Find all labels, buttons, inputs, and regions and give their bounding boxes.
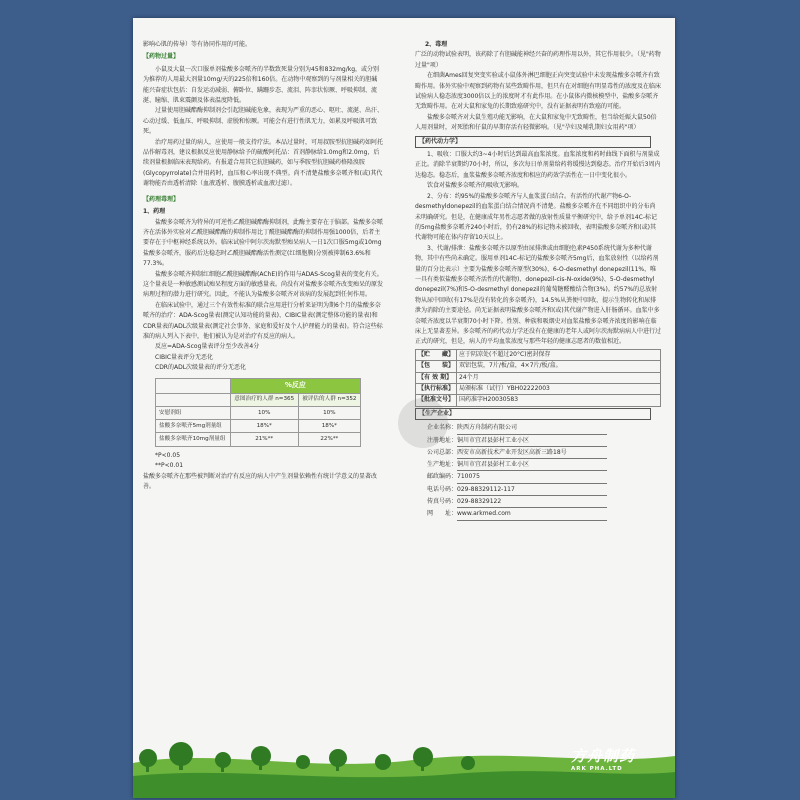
manufacturer-contact	[427, 422, 661, 520]
contact-row: 企业名称：陕西方舟制药有限公司	[427, 422, 661, 434]
pk-heading: 【药代动力学】	[415, 136, 651, 148]
left-column	[143, 40, 383, 492]
contact-row: 电话号码：029-88329112-117	[427, 484, 661, 496]
table-header-evaluated: 被评估的人群 n=352	[298, 393, 360, 406]
tox-p3: 盐酸多奈哌齐对大鼠生殖功能无影响，在大鼠和家兔中无致畸性，但当给妊娠大鼠50倍人用剂量时，对死胎和仔鼠的早期存活有轻微影响。（见"孕妇及哺乳期妇女用药"项）	[415, 113, 657, 132]
contact-row: 网 址：www.arkmed.com	[427, 508, 661, 520]
closing-paragraph: 盐酸多奈哌齐在那些被判断对治疗有反应的病人中产生剂量依赖性有统计学意义的显著改善。	[143, 472, 378, 491]
note-p01: **P<0.01	[155, 462, 184, 470]
info-row-expiry: 【有 效 期】 24个月	[416, 372, 661, 383]
pharm-subheading: 1、药理	[143, 208, 166, 216]
right-column	[415, 40, 661, 521]
efficacy-table	[155, 378, 361, 447]
pharm-p3: 在临床试验中，通过三个有效性标准的联合应用进行分析来证明为期6个月的盐酸多奈哌齐的治疗：ADA-Scog量表(测定认知功能的量表)、CIBIC量表(测定整体功能的量表)和CDR量表的ADL次级量表(测定社会事务、家庭和爱好及个人护理能力的量表)。符合这些标准的病人列入下表中，他们被认为是对治疗有反应的病人。	[143, 301, 383, 340]
contact-row: 传真号码：029-88329122	[427, 496, 661, 508]
tox-p1: 广泛的动物试验表明，该药除了有胆碱能神经兴奋的药理作用以外，其它作用很少。（见"药物过量"项）	[415, 51, 661, 69]
maker-heading: 【生产企业】	[415, 408, 651, 420]
overdose-p3: 治疗用药过量的病人，应使用一般支持疗法。本品过量时，可用叔胺型抗胆碱药如阿托品作解毒剂，建议根据反应使用静脉给予的硫酸阿托品：首剂静脉给1.0mg和2.0mg，后续剂量根据临床表现给药。有报道合用其它抗胆碱药，如与季胺型抗胆碱药格隆溴胺(Glycopyrrolate)合并用药时，血压和心率出现不典型。尚不清楚盐酸多奈哌齐和(或)其代谢物能否由透析清除（血液透析、腹膜透析或血液过滤）。	[143, 138, 384, 188]
note-p05: *P<0.05	[155, 451, 181, 459]
table-row: 盐酸多奈哌齐5mg剂量组 18%* 18%*	[156, 420, 361, 433]
table-row: 安慰剂组 10% 10%	[156, 406, 361, 419]
table-header-itt: 意图治疗的人群 n=365	[230, 393, 298, 406]
product-info-table	[415, 349, 661, 407]
logo-english-text: ARK PHA.LTD	[570, 766, 623, 772]
response-criteria-1: 反应=ADA-Scog量表评分至少改善4分	[155, 343, 260, 351]
company-logo	[571, 745, 635, 772]
info-row-package: 【包 装】 双铝包装，7片/板/盒，4×7片/板/盒。	[416, 361, 661, 372]
pk-absorption: 1、吸收：口服大约3~4小时后达到最高血浆浓度。血浆浓度和药时曲线下面积与剂量成正比。消除半衰期约70小时，所以，多次每日单剂量给药将缓慢达到稳态。治疗开始后3周内达稳态。稳态后，血浆盐酸多奈哌齐浓度和相应的药效学活性在一日中变化很小。	[415, 151, 661, 179]
tox-p2: 在细菌Ames回复突变实验或小鼠体外淋巴细胞正向突变试验中未发现盐酸多奈哌齐有致畸作用。体外实验中观察到药物有某些致畸作用，但只有在对细胞有明显毒性的浓度及在临床试验病人稳态浓度3000倍以上的浓度时才有此作用。在小鼠体内微核模型中，盐酸多奈哌齐无致畸作用。在对大鼠和家兔的长期致癌研究中，没有证据表明有致癌的可能。	[415, 72, 662, 111]
pk-metabolism: 3、代谢/排泄：盐酸多奈哌齐以原型由尿排泄或由细胞色素P450系统代谢为多种代谢物，其中有些尚未确定。服用单剂14C-标记的盐酸多奈哌齐5mg后，血浆放射性（以给药剂量的百分比表示）主要为盐酸多奈哌齐原型(30%)、6-O-desmethyl donepezil(11%，唯一具有类似盐酸多奈哌齐活性的代谢物)、donepezil-cis-N-oxide(9%)、5-O-desmethyl donepezil(7%)和5-O-desmethyl donepezil的葡萄糖醛酸结合物(3%)。约57%的总放射物从尿中回收(有17%是没有转化的多奈哌齐)，14.5%从粪便中回收，提示生物转化和尿排泄为消除的主要途径。尚无证据表明盐酸多奈哌齐和(或)其代谢产物进入肝肠循环。血浆中多奈哌齐浓度以半衰期70小时下降。性别、种族和吸烟史对血浆盐酸多奈哌齐浓度的影响在临床上无显著差异。多奈哌齐的药代动力学还没有在健康的老年人或阿尔茨海默病病人中进行过正式的研究，但是，病人的平均血浆浓度与那些年轻的健康志愿者的数值相近。	[415, 244, 662, 346]
overdose-p2: 过量使用胆碱酯酶抑制剂会引起胆碱能危象，表现为严重的恶心、呕吐、流涎、出汗、心动过缓、低血压、呼吸抑制、虚脱和惊厥。可能会有进行性肌无力，如累及呼吸肌可致死。	[143, 107, 384, 136]
logo-chinese-text: 方舟制药	[570, 747, 635, 765]
pharm-p1: 盐酸多奈哌齐为特异的可逆性乙酰胆碱酯酶抑制剂，此酶主要存在于脑部。盐酸多奈哌齐在活体外实验对乙酰胆碱酯酶的抑制作用比丁酰胆碱酯酶的抑制作用强1000倍，后者主要存在于中枢神经系统以外。临床试验中阿尔茨海默型痴呆病人一日1次口服5mg或10mg盐酸多奈哌齐，服药后达稳态时乙酰胆碱酯酶活性测定(红细胞膜)分别被抑制63.6%和77.3%。	[143, 218, 384, 268]
response-criteria-3: CDR的ADL次级量表的评分无恶化	[155, 364, 247, 372]
overdose-p1: 小鼠及大鼠一次口服单剂盐酸多奈哌齐的半数致死量分别为45和832mg/kg，或分别为推荐的人用最大剂量10mg/天的225倍和160倍。在动物中观察到的与剂量相关的胆碱能兴奋症状包括：自发运动减弱、俯卧位、蹒跚步态、流泪、阵挛状惊厥、呼吸抑制、流涎、瞳缩、肌束震颤及体表温度降低。	[143, 65, 380, 105]
response-criteria-2: CIBIC量表评分无恶化	[155, 353, 214, 361]
contact-row: 注册地址：铜川市宜君县彭村工业小区	[427, 435, 661, 447]
table-row: 盐酸多奈哌齐10mg剂量组 21%** 22%**	[156, 433, 361, 446]
info-row-approval: 【批准文号】 国药准字H20030583	[416, 395, 661, 406]
contact-row: 公司总部：西安市高新技术产业开发区高新三路18号	[427, 447, 661, 459]
pharm-heading: 【药理毒理】	[143, 195, 180, 203]
pk-food: 饮食对盐酸多奈哌齐的吸收无影响。	[427, 182, 524, 190]
contact-row: 生产地址：铜川市宜君县彭村工业小区	[427, 459, 661, 471]
overdose-heading: 【药物过量】	[143, 53, 180, 61]
leaflet-page	[133, 18, 675, 798]
contact-row: 邮政编码：710075	[427, 471, 661, 483]
tox-subheading: 2、毒理	[425, 41, 448, 48]
intro-line: 影响心肌的传导）等有协同作用的可能。	[143, 41, 252, 48]
info-row-standard: 【执行标准】 局颁标准（试行）YBH02222003	[416, 384, 661, 395]
watermark	[398, 398, 448, 448]
pharm-p2: 盐酸多奈哌齐抑制红细胞乙酰胆碱酯酶(AChE)的作用与ADAS-Scog量表的变化有关。这个量表是一种敏感测试痴呆程度方面的敏感量表。尚没有对盐酸多奈哌齐改变痴呆的原发病理过程的潜力进行研究。因此，不能认为盐酸多奈哌齐对该病的发展起到任何作用。	[143, 270, 384, 299]
table-title: %反应	[230, 378, 360, 393]
info-row-storage: 【贮 藏】 应于阴凉处(不超过20°C)密封保存	[416, 349, 661, 360]
pk-distribution: 2、分布：约95%的盐酸多奈哌齐与人血浆蛋白结合。有活性的代谢产物6-O-desmethyldonepezil的血浆蛋白结合情况尚不清楚。盐酸多奈哌齐在不同组织中的分布尚未明确研究。但是，在健康成年男性志愿者做的放射性质量平衡研究中，给予单剂14C-标记的5mg盐酸多奈哌齐240小时后，仍有28%的标记物未被回收，表明盐酸多奈哌齐和(或)其代谢物可能在体内存留10天以上。	[415, 192, 657, 242]
